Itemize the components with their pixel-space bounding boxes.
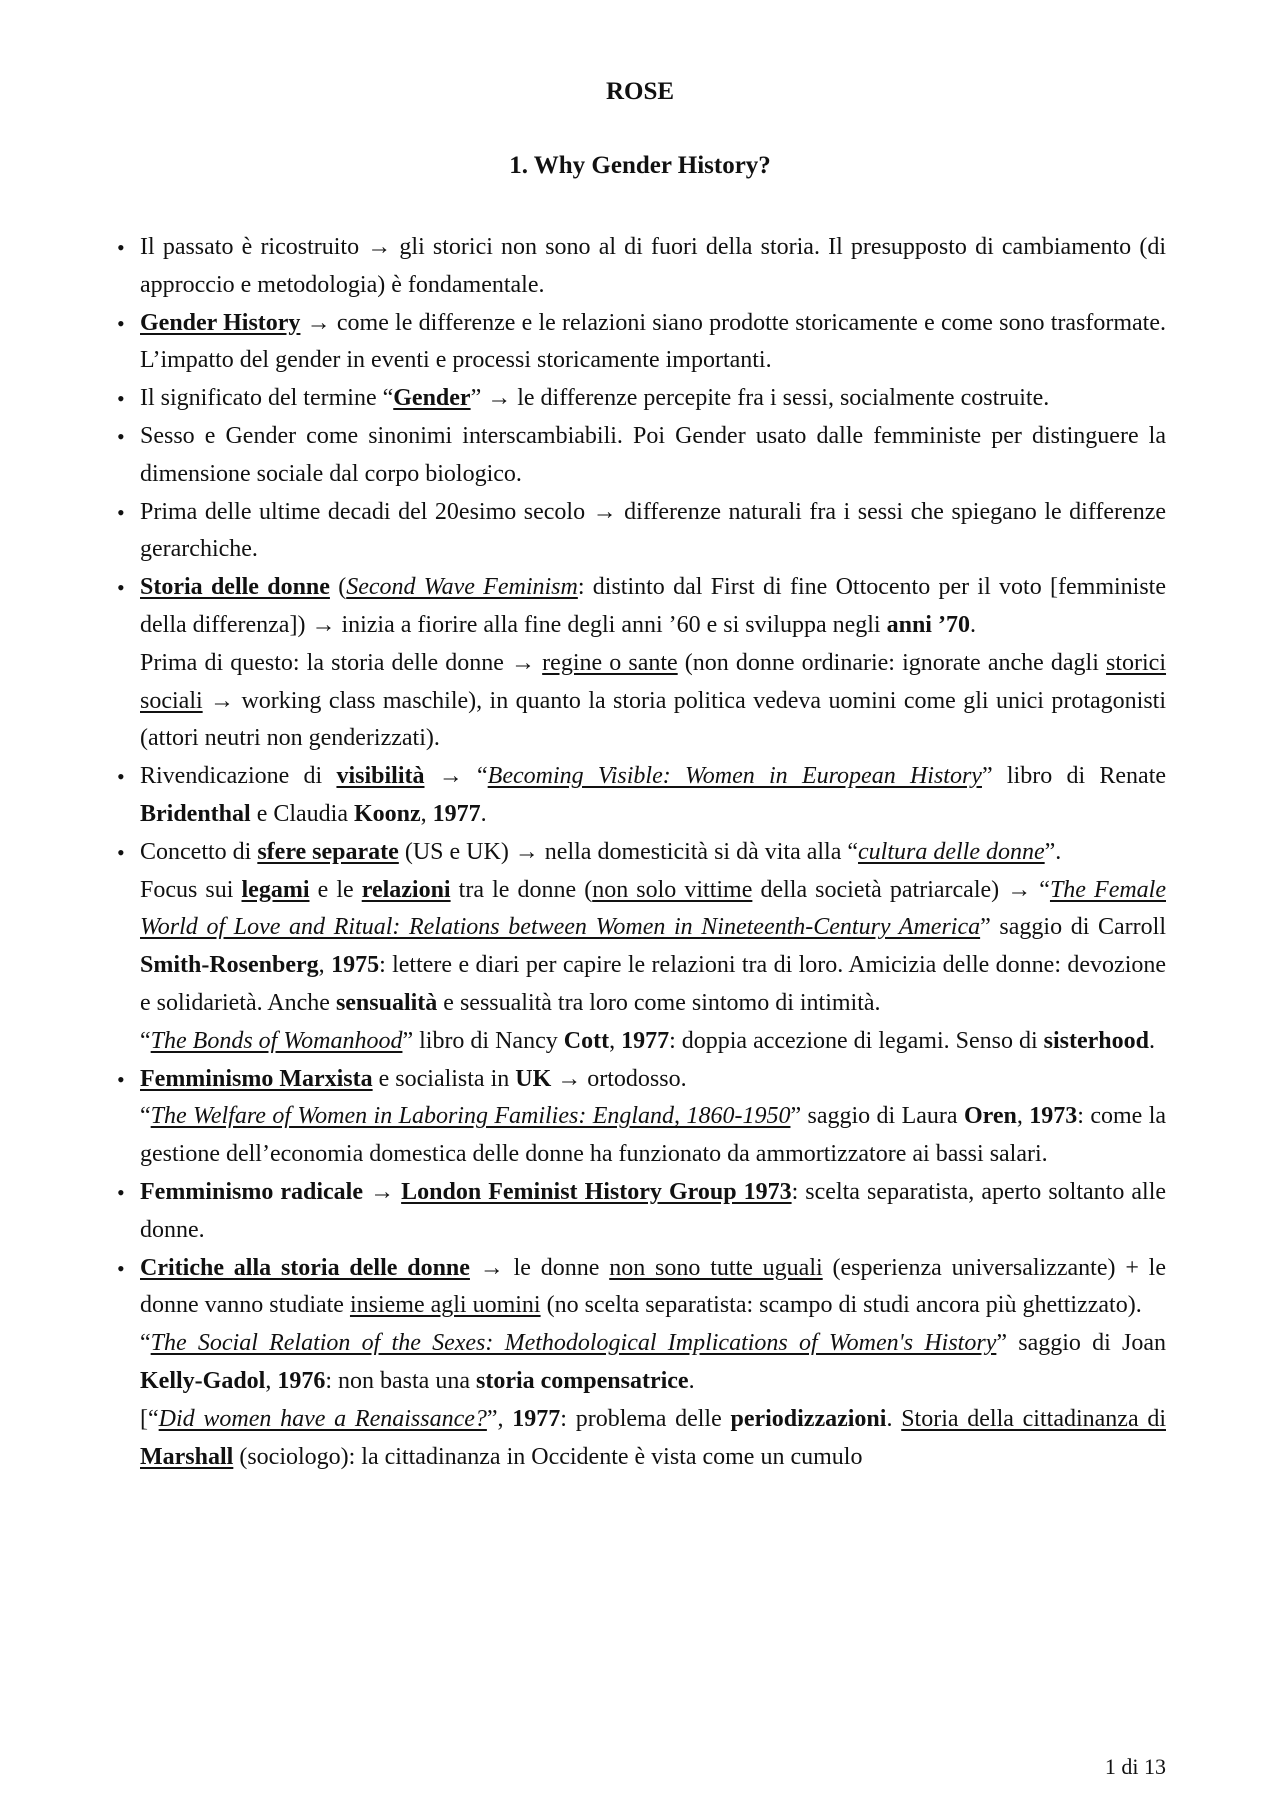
page-number: 1 di 13 (1104, 1754, 1166, 1779)
continuation-paragraph: Prima di questo: la storia delle donne → regine o sante (non donne ordinarie: ignorate anche dagli storici sociali → working class maschile), in quanto la storia politica vedeva uomini come gli unici protagonisti (attori neutri non genderizzati). (140, 649, 1167, 752)
work-title: Second Wave Feminism (346, 574, 578, 601)
bullet-item: • Critiche alla storia delle donne → le donne non sono tutte uguali (esperienza universalizzante) + le donne vanno studiate insieme agli uomini (no scelta separatista: scampo di studi ancora più ghettizzato). “The Social Relation of the Sexes: Methodological Implications of Women's History” saggio di Joan Kelly-Gadol, 1976: non basta una storia compensatrice. [“Did women have a Renaissance?”, 1977: problema delle periodizzazioni. Storia della cittadinanza di Marshall (sociologo): la cittadinanza in Occidente è vista come un cumulo (140, 1250, 1166, 1477)
work-title: Did women have a Renaissance? (158, 1405, 487, 1432)
section-heading: 1. Why Gender History? (509, 152, 771, 179)
continuation-paragraph: [“Did women have a Renaissance?”, 1977: problema delle periodizzazioni. Storia della cittadinanza di Marshall (sociologo): la cittadinanza in Occidente è vista come un cumulo (140, 1405, 1166, 1470)
bullet-list (140, 229, 1166, 1476)
bullet-item: • Gender History → come le differenze e le relazioni siano prodotte storicamente e come sono trasformate. L’impatto del gender in eventi e processi storicamente importanti. (140, 305, 1166, 381)
key-term: Storia delle donne (140, 574, 330, 601)
continuation-paragraph: “The Bonds of Womanhood” libro di Nancy Cott, 1977: doppia accezione di legami. Senso di sisterhood. (140, 1027, 1155, 1054)
key-term: Critiche alla storia delle donne (140, 1254, 470, 1281)
work-title: Becoming Visible: Women in European History (487, 763, 982, 790)
continuation-paragraph: “The Social Relation of the Sexes: Methodological Implications of Women's History” saggio di Joan Kelly-Gadol, 1976: non basta una storia compensatrice. (140, 1330, 1167, 1394)
bullet-item: • Concetto di sfere separate (US e UK) → nella domesticità si dà vita alla “cultura delle donne”. Focus sui legami e le relazioni tra le donne (non solo vittime della società patriarcale) → “The Female World of Love and Ritual: Relations between Women in Nineteenth-Century America” saggio di Carroll Smith-Rosenberg, 1975: lettere e diari per capire le relazioni tra di loro. Amicizia delle donne: devozione e solidarietà. Anche sensualità e sessualità tra loro come sintomo di intimità. “The Bonds of Womanhood” libro di Nancy Cott, 1977: doppia accezione di legami. Senso di sisterhood. (140, 834, 1166, 1061)
work-title: The Welfare of Women in Laboring Families: England, 1860-1950 (150, 1103, 791, 1130)
bullet-item: • Sesso e Gender come sinonimi interscambiabili. Poi Gender usato dalle femministe per distinguere la dimensione sociale dal corpo biologico. (140, 418, 1166, 494)
bullet-item: • Femminismo Marxista e socialista in UK → ortodosso. “The Welfare of Women in Laboring Families: England, 1860-1950” saggio di Laura Oren, 1973: come la gestione dell’economia domestica delle donne ha funzionato da ammortizzatore ai bassi salari. (140, 1061, 1166, 1174)
key-term: Gender (393, 385, 471, 412)
bullet-item: • Il significato del termine “Gender” → le differenze percepite fra i sessi, socialmente costruite. (140, 380, 1166, 418)
work-title: The Social Relation of the Sexes: Methodological Implications of Women's History (150, 1330, 997, 1357)
key-term: Femminismo radicale (140, 1178, 364, 1205)
key-term: sfere separate (257, 838, 399, 865)
continuation-paragraph: Focus sui legami e le relazioni tra le donne (non solo vittime della società patriarcale) → “The Female World of Love and Ritual: Relations between Women in Nineteenth-Century America” saggio di Carroll Smith-Rosenberg, 1975: lettere e diari per capire le relazioni tra di loro. Amicizia delle donne: devozione e solidarietà. Anche sensualità e sessualità tra loro come sintomo di intimità. (140, 876, 1167, 1016)
key-term: visibilità (336, 763, 425, 790)
document-body (140, 229, 1166, 1476)
document-title: ROSE (605, 78, 675, 105)
work-title: The Female World of Love and Ritual: Relations between Women in Nineteenth-Century America (140, 876, 1166, 941)
key-term: Gender History (140, 309, 301, 336)
bullet-item: • Storia delle donne (Second Wave Feminism: distinto dal First di fine Ottocento per il voto [femministe della differenza]) → inizia a fiorire alla fine degli anni ’60 e si sviluppa negli anni ’70. Prima di questo: la storia delle donne → regine o sante (non donne ordinarie: ignorate anche dagli storici sociali → working class maschile), in quanto la storia politica vedeva uomini come gli unici protagonisti (attori neutri non genderizzati). (140, 569, 1166, 758)
bullet-item: • Rivendicazione di visibilità → “Becoming Visible: Women in European History” libro di Renate Bridenthal e Claudia Koonz, 1977. (140, 758, 1166, 834)
bullet-item: • Prima delle ultime decadi del 20esimo secolo → differenze naturali fra i sessi che spiegano le differenze gerarchiche. (140, 494, 1166, 570)
bullet-item: • Il passato è ricostruito → gli storici non sono al di fuori della storia. Il presupposto di cambiamento (di approccio e metodologia) è fondamentale. (140, 229, 1166, 305)
bullet-item: • Femminismo radicale → London Feminist History Group 1973: scelta separatista, aperto soltanto alle donne. (140, 1174, 1166, 1250)
key-term: Femminismo Marxista (140, 1065, 373, 1092)
continuation-paragraph: “The Welfare of Women in Laboring Families: England, 1860-1950” saggio di Laura Oren, 1973: come la gestione dell’economia domestica delle donne ha funzionato da ammortizzatore ai bassi salari. (140, 1103, 1167, 1168)
work-title: The Bonds of Womanhood (150, 1027, 403, 1054)
